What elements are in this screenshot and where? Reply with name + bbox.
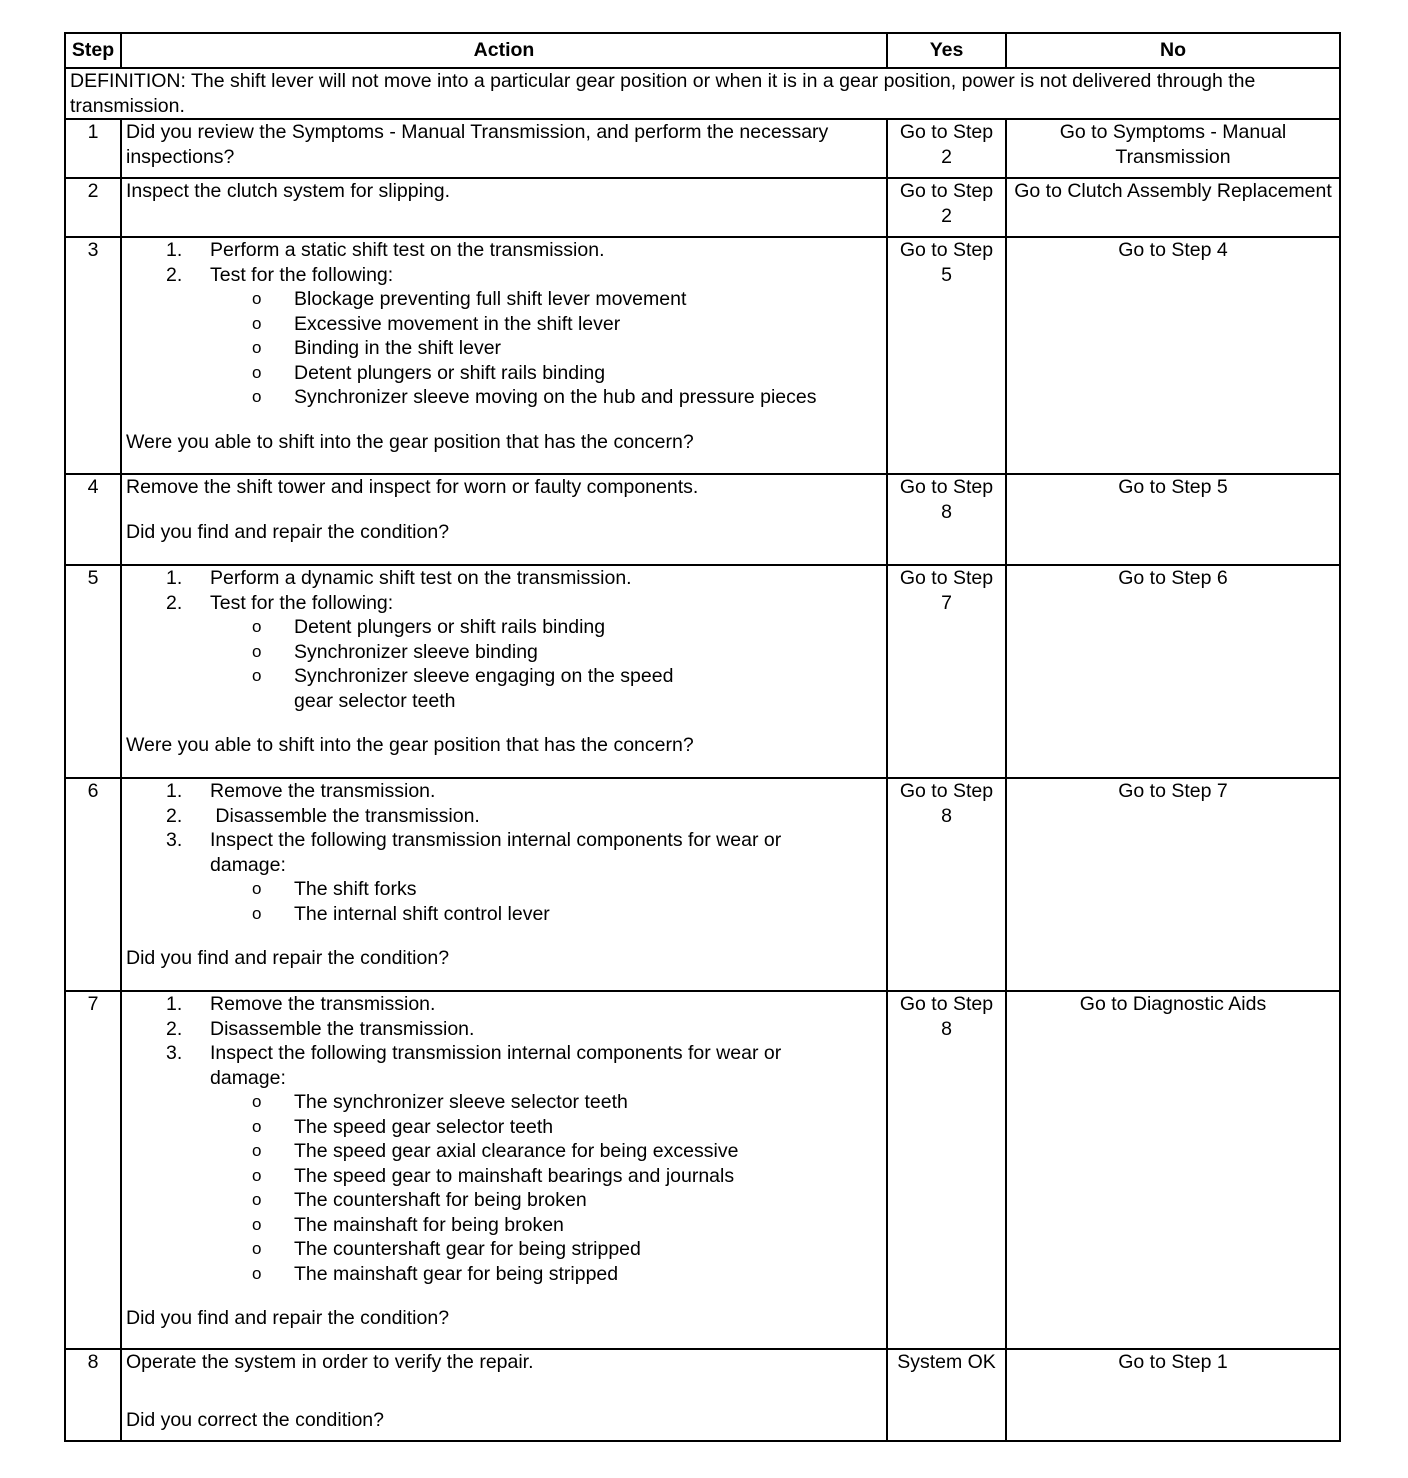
item-number: 1.	[166, 993, 183, 1015]
action-cell	[121, 119, 887, 178]
no-cell: Go to Step 5	[1006, 474, 1340, 565]
bullet-icon: o	[252, 1214, 262, 1234]
action-intro: Remove the shift tower and inspect for worn or faulty components.	[126, 476, 699, 498]
action-question: Were you able to shift into the gear position that has the concern?	[126, 430, 694, 453]
definition-row	[65, 68, 1340, 119]
item-text: Disassemble the transmission.	[210, 804, 480, 827]
no-cell: Go to Step 1	[1006, 1349, 1340, 1441]
bullet-icon: o	[252, 1116, 262, 1136]
table-row	[65, 474, 1340, 565]
item-text: Remove the transmission.	[210, 780, 436, 802]
list-item	[126, 312, 882, 337]
list-item	[126, 361, 882, 386]
action-question: Did you find and repair the condition?	[126, 947, 450, 969]
header-no: No	[1006, 33, 1340, 68]
bullet-icon: o	[252, 1141, 262, 1160]
list-item	[126, 238, 882, 263]
list-item	[126, 1262, 882, 1287]
item-number: 3.	[166, 1042, 183, 1064]
item-text: Synchronizer sleeve moving on the hub and pressure pieces	[294, 386, 817, 408]
action-cell	[121, 474, 887, 565]
item-text: The speed gear selector teeth	[294, 1115, 554, 1138]
list-item	[126, 1188, 882, 1213]
list-item	[126, 779, 842, 804]
action-question: Did you correct the condition?	[126, 1408, 384, 1431]
action-question: Did you find and repair the condition?	[126, 520, 450, 543]
item-text: Binding in the shift lever	[294, 337, 502, 359]
list-item	[126, 336, 882, 361]
table-row	[65, 119, 1340, 178]
item-number: 2.	[166, 591, 183, 614]
bullet-icon: o	[252, 362, 262, 382]
action-question: Did you find and repair the condition?	[126, 1307, 450, 1329]
list-item	[126, 615, 882, 640]
item-text: Test for the following:	[210, 263, 394, 286]
header-row	[65, 33, 1340, 68]
table-row	[65, 237, 1340, 474]
list-item	[126, 640, 882, 665]
item-text: Perform a dynamic shift test on the transmission.	[210, 567, 632, 589]
bullet-icon: o	[252, 313, 262, 333]
item-text: The speed gear axial clearance for being excessive	[294, 1140, 739, 1162]
table-row	[65, 565, 1340, 778]
step-number: 6	[65, 778, 121, 991]
item-text: Detent plungers or shift rails binding	[294, 616, 606, 638]
definition-text: DEFINITION: The shift lever will not move into a particular gear position or when it is in a gear position, power is not delivered through the transmission.	[65, 68, 1340, 119]
item-text: The countershaft gear for being stripped	[294, 1238, 641, 1260]
step-number: 1	[65, 119, 121, 178]
item-number: 1.	[166, 239, 183, 261]
item-text: Perform a static shift test on the transmission.	[210, 239, 605, 261]
item-text: Blockage preventing full shift lever movement	[294, 288, 687, 310]
bullet-icon: o	[252, 666, 262, 685]
no-cell: Go to Step 7	[1006, 778, 1340, 991]
item-number: 1.	[166, 780, 183, 802]
item-text: Inspect the following transmission internal components for wear or damage:	[210, 1042, 782, 1089]
action-question: Were you able to shift into the gear position that has the concern?	[126, 734, 694, 756]
item-text: The mainshaft gear for being stripped	[294, 1262, 619, 1285]
step-number: 2	[65, 178, 121, 237]
list-item	[126, 1041, 842, 1090]
step-number: 5	[65, 565, 121, 778]
bullet-icon: o	[252, 289, 262, 308]
item-text: The countershaft for being broken	[294, 1189, 587, 1211]
list-item	[126, 992, 842, 1017]
no-cell: Go to Step 6	[1006, 565, 1340, 778]
action-question: Inspect the clutch system for slipping.	[126, 180, 451, 202]
yes-cell: Go to Step 2	[887, 178, 1006, 237]
item-text: Remove the transmission.	[210, 993, 436, 1015]
item-text: The mainshaft for being broken	[294, 1213, 564, 1236]
item-text: Synchronizer sleeve engaging on the speed gear selector teeth	[294, 665, 674, 712]
no-cell: Go to Clutch Assembly Replacement	[1006, 178, 1340, 237]
item-text: Test for the following:	[210, 591, 394, 614]
action-cell	[121, 237, 887, 474]
bullet-icon: o	[252, 387, 262, 406]
yes-cell: Go to Step 8	[887, 474, 1006, 565]
bullet-icon: o	[252, 879, 262, 898]
no-cell: Go to Symptoms - Manual Transmission	[1006, 119, 1340, 178]
step-number: 7	[65, 991, 121, 1349]
item-text: Detent plungers or shift rails binding	[294, 361, 606, 384]
list-item	[126, 1090, 882, 1115]
item-text: Excessive movement in the shift lever	[294, 312, 621, 335]
yes-cell: Go to Step 8	[887, 778, 1006, 991]
numbered-list	[126, 992, 882, 1090]
yes-cell: Go to Step 2	[887, 119, 1006, 178]
list-item	[126, 263, 882, 288]
item-number: 1.	[166, 567, 183, 589]
step-number: 8	[65, 1349, 121, 1441]
action-question: Did you review the Symptoms - Manual Transmission, and perform the necessary inspections?	[126, 121, 834, 168]
item-text: Synchronizer sleeve binding	[294, 640, 538, 663]
numbered-list	[126, 238, 882, 287]
item-number: 3.	[166, 829, 183, 851]
bullet-icon: o	[252, 903, 262, 923]
action-cell	[121, 565, 887, 778]
item-number: 2.	[166, 804, 183, 827]
no-cell: Go to Diagnostic Aids	[1006, 991, 1340, 1349]
bullet-list	[126, 287, 882, 410]
yes-cell: System OK	[887, 1349, 1006, 1441]
list-item	[126, 664, 882, 713]
header-yes: Yes	[887, 33, 1006, 68]
bullet-icon: o	[252, 617, 262, 636]
header-action: Action	[121, 33, 887, 68]
item-number: 2.	[166, 1017, 183, 1040]
table-row	[65, 1349, 1340, 1441]
list-item	[126, 1017, 842, 1042]
item-text: Disassemble the transmission.	[210, 1017, 475, 1040]
action-cell	[121, 178, 887, 237]
no-cell: Go to Step 4	[1006, 237, 1340, 474]
item-text: Inspect the following transmission internal components for wear or damage:	[210, 829, 782, 876]
item-number: 2.	[166, 263, 183, 286]
item-text: The internal shift control lever	[294, 902, 550, 925]
action-intro: Operate the system in order to verify the repair.	[126, 1351, 534, 1373]
list-item	[126, 1237, 882, 1262]
list-item	[126, 287, 882, 312]
numbered-list	[126, 566, 882, 615]
action-cell	[121, 991, 887, 1349]
item-text: The speed gear to mainshaft bearings and journals	[294, 1164, 735, 1187]
bullet-list	[126, 1090, 882, 1286]
list-item	[126, 591, 882, 616]
list-item	[126, 1139, 882, 1164]
action-cell	[121, 778, 887, 991]
list-item	[126, 1115, 882, 1140]
bullet-icon: o	[252, 1092, 262, 1111]
table-row	[65, 178, 1340, 237]
list-item	[126, 385, 882, 410]
action-cell	[121, 1349, 887, 1441]
header-step: Step	[65, 33, 121, 68]
step-number: 4	[65, 474, 121, 565]
item-text: The synchronizer sleeve selector teeth	[294, 1091, 628, 1113]
yes-cell: Go to Step 7	[887, 565, 1006, 778]
bullet-list	[126, 877, 882, 926]
list-item	[126, 902, 882, 927]
bullet-icon: o	[252, 1190, 262, 1209]
list-item	[126, 566, 882, 591]
diagnostic-table	[64, 32, 1341, 1442]
bullet-icon: o	[252, 1239, 262, 1258]
list-item	[126, 1213, 882, 1238]
bullet-list	[126, 615, 882, 713]
list-item	[126, 1164, 882, 1189]
list-item	[126, 877, 882, 902]
table-row	[65, 778, 1340, 991]
bullet-icon: o	[252, 1263, 262, 1283]
numbered-list	[126, 779, 882, 877]
bullet-icon: o	[252, 1165, 262, 1185]
bullet-icon: o	[252, 338, 262, 357]
step-number: 3	[65, 237, 121, 474]
yes-cell: Go to Step 8	[887, 991, 1006, 1349]
yes-cell: Go to Step 5	[887, 237, 1006, 474]
list-item	[126, 804, 842, 829]
bullet-icon: o	[252, 641, 262, 661]
table-row	[65, 991, 1340, 1349]
list-item	[126, 828, 842, 877]
item-text: The shift forks	[294, 878, 417, 900]
